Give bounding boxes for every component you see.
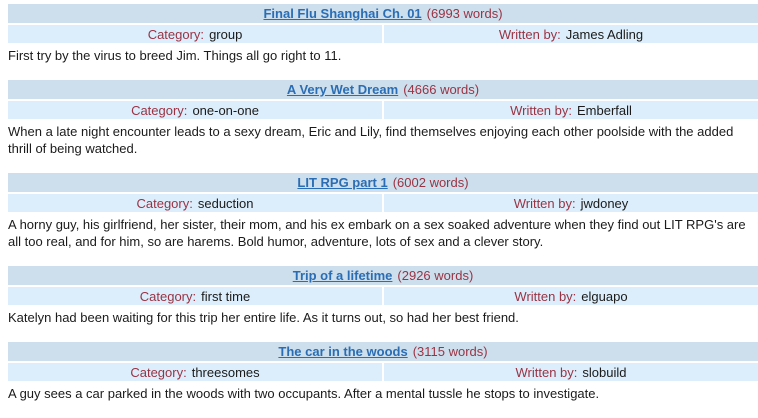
- story-wordcount: (2926 words): [397, 268, 474, 283]
- category-value: group: [209, 26, 243, 42]
- category-value: seduction: [197, 195, 254, 211]
- story-title-link[interactable]: Trip of a lifetime: [292, 268, 393, 283]
- story-author-cell: [384, 25, 758, 43]
- written-by-label: Written by:: [510, 102, 572, 118]
- story-entry: [8, 342, 758, 402]
- story-description: First try by the virus to breed Jim. Things all go right to 11.: [8, 48, 342, 63]
- category-value: first time: [201, 288, 251, 304]
- author-value: slobuild: [582, 364, 627, 380]
- story-category-cell: [8, 363, 382, 381]
- category-value: threesomes: [191, 364, 260, 380]
- story-title-row: [8, 173, 758, 192]
- story-meta-row: [8, 194, 758, 212]
- category-label: Category:: [131, 102, 188, 118]
- story-author-cell: [384, 363, 758, 381]
- story-title-link[interactable]: A Very Wet Dream: [286, 82, 399, 97]
- story-author-cell: [384, 194, 758, 212]
- story-entry: [8, 266, 758, 326]
- author-value: elguapo: [581, 288, 628, 304]
- story-entry: [8, 4, 758, 64]
- story-meta-row: [8, 363, 758, 381]
- story-meta-row: [8, 287, 758, 305]
- story-category-cell: [8, 101, 382, 119]
- written-by-label: Written by:: [513, 195, 576, 211]
- story-title-row: [8, 266, 758, 285]
- story-author-cell: [384, 287, 758, 305]
- story-wordcount: (6002 words): [392, 175, 469, 190]
- story-description: Katelyn had been waiting for this trip her entire life. As it turns out, so had her best friend.: [8, 310, 519, 325]
- story-title-row: [8, 80, 758, 99]
- story-title-link[interactable]: LIT RPG part 1: [297, 175, 388, 190]
- story-list: [8, 4, 758, 402]
- author-value: James Adling: [565, 26, 644, 42]
- story-title-row: [8, 342, 758, 361]
- category-value: one-on-one: [192, 102, 259, 118]
- story-category-cell: [8, 25, 382, 43]
- story-title-row: [8, 4, 758, 23]
- written-by-label: Written by:: [514, 288, 577, 304]
- story-description: A guy sees a car parked in the woods with two occupants. After a mental tussle he stops to investigate.: [8, 386, 600, 401]
- story-author-cell: [384, 101, 758, 119]
- category-label: Category:: [139, 288, 197, 304]
- story-wordcount: (4666 words): [403, 82, 480, 97]
- written-by-label: Written by:: [498, 26, 561, 42]
- written-by-label: Written by:: [515, 364, 578, 380]
- story-entry: [8, 80, 758, 157]
- category-label: Category:: [147, 26, 205, 42]
- story-wordcount: (6993 words): [426, 6, 503, 21]
- category-label: Category:: [130, 364, 187, 380]
- category-label: Category:: [136, 195, 193, 211]
- story-meta-row: [8, 101, 758, 119]
- story-category-cell: [8, 194, 382, 212]
- author-value: jwdoney: [580, 195, 629, 211]
- story-title-link[interactable]: The car in the woods: [278, 344, 408, 359]
- story-category-cell: [8, 287, 382, 305]
- author-value: Emberfall: [576, 102, 632, 118]
- story-wordcount: (3115 words): [412, 344, 488, 359]
- story-meta-row: [8, 25, 758, 43]
- story-title-link[interactable]: Final Flu Shanghai Ch. 01: [263, 6, 422, 21]
- story-entry: [8, 173, 758, 250]
- story-description: A horny guy, his girlfriend, her sister, their mom, and his ex embark on a sex soaked adventure when they find out LIT RPG's are all too real, and for him, so are harems. Bold humor, adventure, lots of sex and a clever story.: [8, 217, 746, 249]
- story-description: When a late night encounter leads to a sexy dream, Eric and Lily, find themselves enjoying each other poolside with the added thrill of being watched.: [8, 124, 734, 156]
